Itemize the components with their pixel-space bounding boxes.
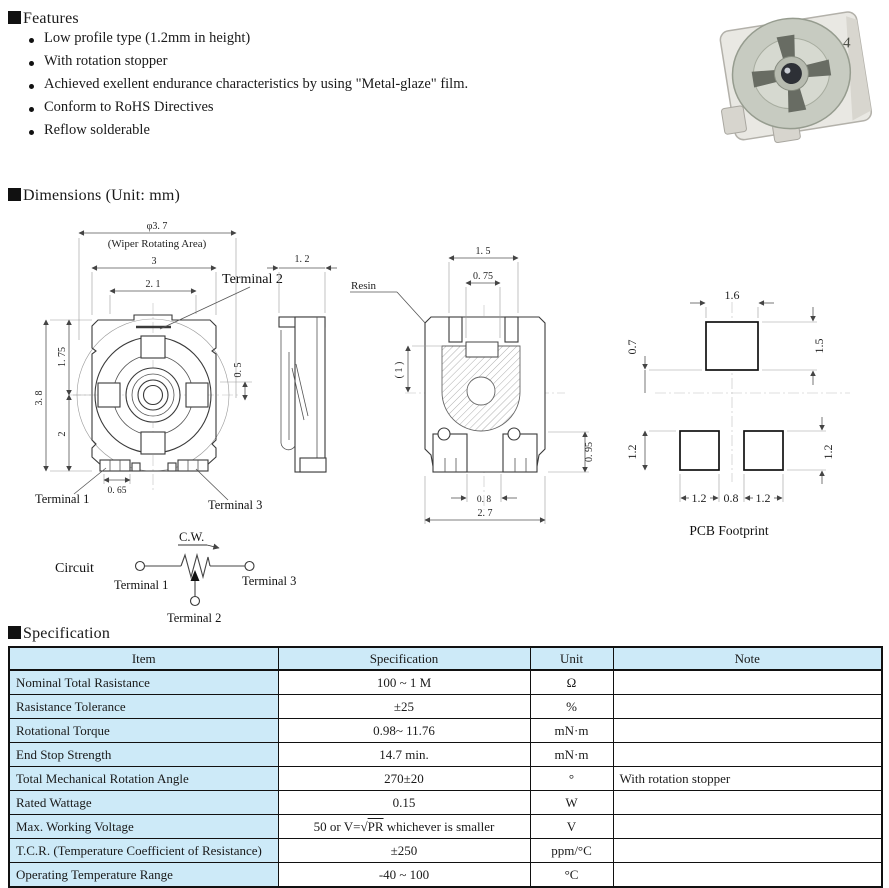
cell-unit: °C [530, 863, 613, 888]
circuit-label: Circuit [55, 561, 94, 576]
col-header-unit: Unit [530, 647, 613, 670]
cell-note: With rotation stopper [613, 767, 882, 791]
dim-label-pad2-h-right: 1.2 [821, 444, 835, 460]
cell-note [613, 719, 882, 743]
spec-table-row [9, 791, 882, 815]
pcb-pad-bottom-right [744, 431, 783, 470]
cell-spec: 0.15 [278, 791, 530, 815]
cell-spec: -40 ~ 100 [278, 863, 530, 888]
dim-label-b-right: 1.2 [755, 491, 771, 505]
cell-item: Rotational Torque [9, 719, 278, 743]
features-heading-text: Features [23, 10, 79, 27]
cw-label: C.W. [179, 530, 205, 544]
terminal2-label: Terminal 2 [222, 272, 283, 287]
dim-label-bottom-left: ( 1 ) [394, 361, 405, 379]
dim-label-off-top: 0.7 [625, 339, 639, 355]
dim-label-pad-h: 1.5 [812, 338, 826, 354]
cell-item: Total Mechanical Rotation Angle [9, 767, 278, 791]
dim-label-upper: 1. 75 [57, 347, 68, 367]
dim-label-bottom-right: 0. 95 [584, 442, 595, 462]
cell-unit: V [530, 815, 613, 839]
resin-label: Resin [351, 280, 377, 292]
cell-spec: ±25 [278, 695, 530, 719]
circuit-diagram [55, 530, 296, 625]
spec-table-row [9, 863, 882, 888]
features-heading [8, 10, 79, 28]
specification-heading-text: Specification [23, 625, 111, 642]
feature-item: Reflow solderable [26, 122, 468, 145]
section-bullet-icon [8, 188, 21, 201]
cell-unit: ° [530, 767, 613, 791]
terminal3-label: Terminal 3 [208, 498, 263, 512]
dim-label-b-mid: 0.8 [723, 491, 739, 505]
spec-table-row [9, 743, 882, 767]
dim-label-bottom-top-inner: 0. 75 [473, 271, 493, 282]
cell-note [613, 815, 882, 839]
dim-label-pad-w: 1.6 [724, 288, 740, 302]
cell-item: Rated Wattage [9, 791, 278, 815]
cell-item: Rasistance Tolerance [9, 695, 278, 719]
body-marking: 4 [842, 35, 852, 52]
cell-note [613, 839, 882, 863]
cell-unit: % [530, 695, 613, 719]
spec-voltage-pre: 50 or V=√ [313, 818, 368, 834]
cell-spec [278, 815, 530, 839]
dimensions-heading-text: Dimensions (Unit: mm) [23, 187, 181, 204]
cell-unit: mN·m [530, 743, 613, 767]
dimension-drawing [0, 210, 889, 630]
cell-note [613, 791, 882, 815]
side-view-drawing [267, 254, 446, 472]
cell-spec: ±250 [278, 839, 530, 863]
circuit-terminal1-label: Terminal 1 [114, 578, 169, 592]
cell-spec: 270±20 [278, 767, 530, 791]
pcb-pad-top [706, 322, 758, 370]
cell-unit: ppm/°C [530, 839, 613, 863]
spec-table [8, 646, 883, 888]
dim-label-b-left: 1.2 [691, 491, 707, 505]
bottom-view-drawing [394, 246, 595, 524]
section-bullet-icon [8, 626, 21, 639]
cell-unit: mN·m [530, 719, 613, 743]
pcb-footprint-drawing [625, 288, 850, 538]
spec-table-row [9, 695, 882, 719]
cell-note [613, 863, 882, 888]
cell-note [613, 695, 882, 719]
spec-table-header-row [9, 647, 882, 670]
dim-label-inner-width: 2. 1 [145, 279, 161, 290]
dimensions-heading [8, 187, 180, 205]
specification-heading [8, 625, 110, 643]
cell-item: End Stop Strength [9, 743, 278, 767]
cell-item: Max. Working Voltage [9, 815, 278, 839]
dim-label-phi: φ3. 7 [146, 221, 168, 232]
col-header-specification: Specification [278, 647, 530, 670]
cell-spec: 14.7 min. [278, 743, 530, 767]
feature-item: Conform to RoHS Directives [26, 99, 468, 122]
cell-spec: 0.98~ 11.76 [278, 719, 530, 743]
spec-voltage-post: whichever is smaller [383, 818, 495, 834]
circuit-terminal2-label: Terminal 2 [167, 611, 222, 625]
dim-label-height: 3. 8 [34, 390, 45, 406]
spec-table-row [9, 767, 882, 791]
front-view-drawing [34, 221, 283, 512]
dim-label-pad2-h-left: 1.2 [625, 444, 639, 460]
pcb-footprint-label: PCB Footprint [689, 523, 769, 538]
dim-label-thickness: 1. 2 [294, 254, 310, 265]
dim-label-terminal-offset: 0. 65 [107, 486, 127, 496]
spec-table-row [9, 719, 882, 743]
dim-label-offset: 0. 5 [233, 362, 244, 378]
dim-label-lower: 2 [57, 431, 68, 437]
cell-unit: Ω [530, 670, 613, 695]
features-list [26, 30, 468, 145]
dim-label-bottom-gap: 0. 8 [476, 495, 492, 505]
cell-item: Operating Temperature Range [9, 863, 278, 888]
cell-item: T.C.R. (Temperature Coefficient of Resistance) [9, 839, 278, 863]
dim-label-bottom-top: 1. 5 [475, 246, 491, 257]
spec-table-row [9, 670, 882, 695]
dim-label-width: 3 [151, 256, 157, 267]
product-photo [695, 5, 889, 145]
circuit-terminal3-label: Terminal 3 [242, 574, 297, 588]
spec-voltage-radicand: PR [367, 818, 384, 834]
feature-item: Low profile type (1.2mm in height) [26, 30, 468, 53]
col-header-note: Note [613, 647, 882, 670]
trimmer-terminal-tab [721, 106, 747, 135]
cell-item: Nominal Total Rasistance [9, 670, 278, 695]
feature-item: Achieved exellent endurance characteristics by using "Metal-glaze" film. [26, 76, 468, 99]
cell-note [613, 670, 882, 695]
pcb-pad-bottom-left [680, 431, 719, 470]
cell-unit: W [530, 791, 613, 815]
cell-spec: 100 ~ 1 M [278, 670, 530, 695]
spec-table-row [9, 815, 882, 839]
dim-label-bottom-width: 2. 7 [477, 508, 493, 519]
spec-table-row [9, 839, 882, 863]
section-bullet-icon [8, 11, 21, 24]
cell-note [613, 743, 882, 767]
col-header-item: Item [9, 647, 278, 670]
terminal1-label: Terminal 1 [35, 492, 90, 506]
feature-item: With rotation stopper [26, 53, 468, 76]
dim-label-phi-note: (Wiper Rotating Area) [107, 238, 207, 250]
